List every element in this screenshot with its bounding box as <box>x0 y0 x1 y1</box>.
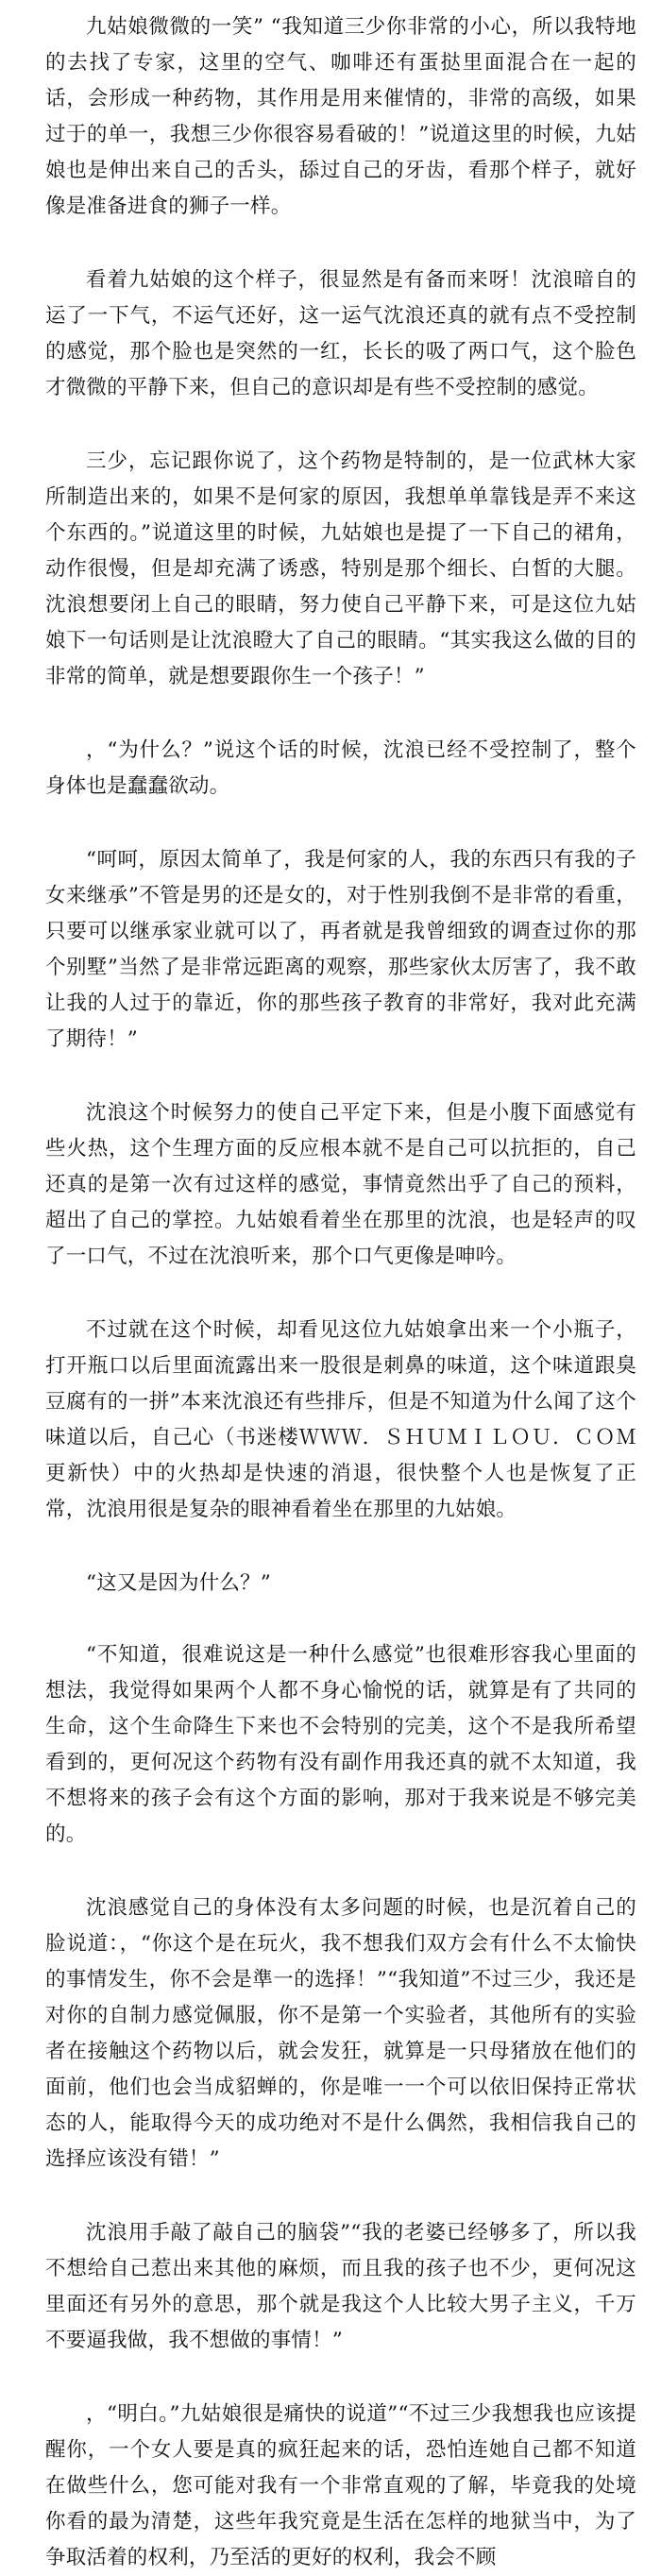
paragraph: “这又是因为什么？” <box>86 1571 271 1595</box>
paragraph: 不过就在这个时候，却看见这位九姑娘拿出来一个小瓶子，打开瓶口以后里面流露出来一股很是刺鼻的味道，这个味道跟臭豆腐有的一拼”本来沈浪还有些排斥，但是不知道为什么闻了这个味道以后，自己心（书迷楼ＷＷＷ．ＳＨＵＭＩＬＯＵ．ＣＯＭ更新快）中的火热却是快速的消退，很快整个人也是恢复了正常，沈浪用很是复杂的眼神看着坐在那里的九姑娘。 <box>45 1318 636 1521</box>
paragraph: 沈浪用手敲了敲自己的脑袋”“我的老婆已经够多了，所以我不想给自己惹出来其他的麻烦，而且我的孩子也不少，更何况这里面还有另外的意思，那个就是我这个人比较大男子主义，千万不要逼我做，我不想做的事情！” <box>45 2221 636 2352</box>
paragraph: ，“为什么？”说这个话的时候，沈浪已经不受控制了，整个身体也是蠢蠢欲动。 <box>45 738 636 798</box>
paragraph: “呵呵，原因太简单了，我是何家的人，我的东西只有我的子女来继承”不管是男的还是女的，对于性别我倒不是非常的看重，只要可以继承家业就可以了，再者就是我曾细致的调查过你的那个别墅”当然了是非常远距离的观察，那些家伙太厉害了，我不敢让我的人过于的靠近，你的那些孩子教育的非常好，我对此充满了期待！” <box>45 848 636 1051</box>
paragraph: 沈浪这个时候努力的使自己平定下来，但是小腹下面感觉有些火热，这个生理方面的反应根本就不是自己可以抗拒的，自己还真的是第一次有过这样的感觉，事情竟然出乎了自己的预料，超出了自己的掌控。九姑娘看着坐在那里的沈浪，也是轻声的叹了一口气，不过在沈浪听来，那个口气更像是呻吟。 <box>45 1101 636 1268</box>
paragraph: 九姑娘微微的一笑” “我知道三少你非常的小心，所以我特地的去找了专家，这里的空气、咖啡还有蛋挞里面混合在一起的话，会形成一种药物，其作用是用来催情的，非常的高级，如果过于的单一，我想三少你很容易看破的！”说道这里的时候，九姑娘也是伸出来自己的舌头，舔过自己的牙齿，看那个样子，就好像是准备进食的狮子一样。 <box>45 15 636 218</box>
paragraph: 沈浪感觉自己的身体没有太多问题的时候，也是沉着自己的脸说道：，“你这个是在玩火，我不想我们双方会有什么不太愉快的事情发生，你不会是準一的选择！”“我知道”不过三少，我还是对你的自制力感觉佩服，你不是第一个实验者，其他所有的实验者在接触这个药物以后，就会发狂，就算是一只母猪放在他们的面前，他们也会当成貂蝉的，你是唯一一个可以依旧保持正常状态的人，能取得今天的成功绝对不是什么偶然，我相信我自己的选择应该没有错！” <box>45 1896 636 2171</box>
paragraph: 看着九姑娘的这个样子，很显然是有备而来呀！沈浪暗自的运了一下气，不运气还好，这一运气沈浪还真的就有点不受控制的感觉，那个脸也是突然的一红，长长的吸了两口气，这个脸色才微微的平静下来，但自己的意识却是有些不受控制的感觉。 <box>45 268 636 399</box>
paragraph: “不知道，很难说这是一种什么感觉”也很难形容我心里面的想法，我觉得如果两个人都不身心愉悦的话，就算是有了共同的生命，这个生命降生下来也不会特别的完美，这个不是我所希望看到的，更何况这个药物有没有副作用我还真的就不太知道，我不想将来的孩子会有这个方面的影响，那对于我来说是不够完美的。 <box>45 1643 636 1846</box>
paragraph: 三少，忘记跟你说了，这个药物是特制的，是一位武林大家所制造出来的，如果不是何家的原因，我想单单靠钱是弄不来这个东西的。”说道这里的时候，九姑娘也是提了一下自己的裙角，动作很慢，但是却充满了诱惑，特别是那个细长、白皙的大腿。沈浪想要闭上自己的眼睛，努力使自己平静下来，可是这位九姑娘下一句话则是让沈浪瞪大了自己的眼睛。“其实我这么做的目的非常的简单，就是想要跟你生一个孩子！” <box>45 449 636 688</box>
paragraph: ，“明白。”九姑娘很是痛快的说道”“不过三少我想我也应该提醒你，一个女人要是真的疯狂起来的话，恐怕连她自己都不知道在做些什么，您可能对我有一个非常直观的了解，毕竟我的处境你看的最为清楚，这些年我究竟是生活在怎样的地狱当中，为了争取活着的权利，乃至活的更好的权利，我会不顾 <box>45 2402 636 2569</box>
